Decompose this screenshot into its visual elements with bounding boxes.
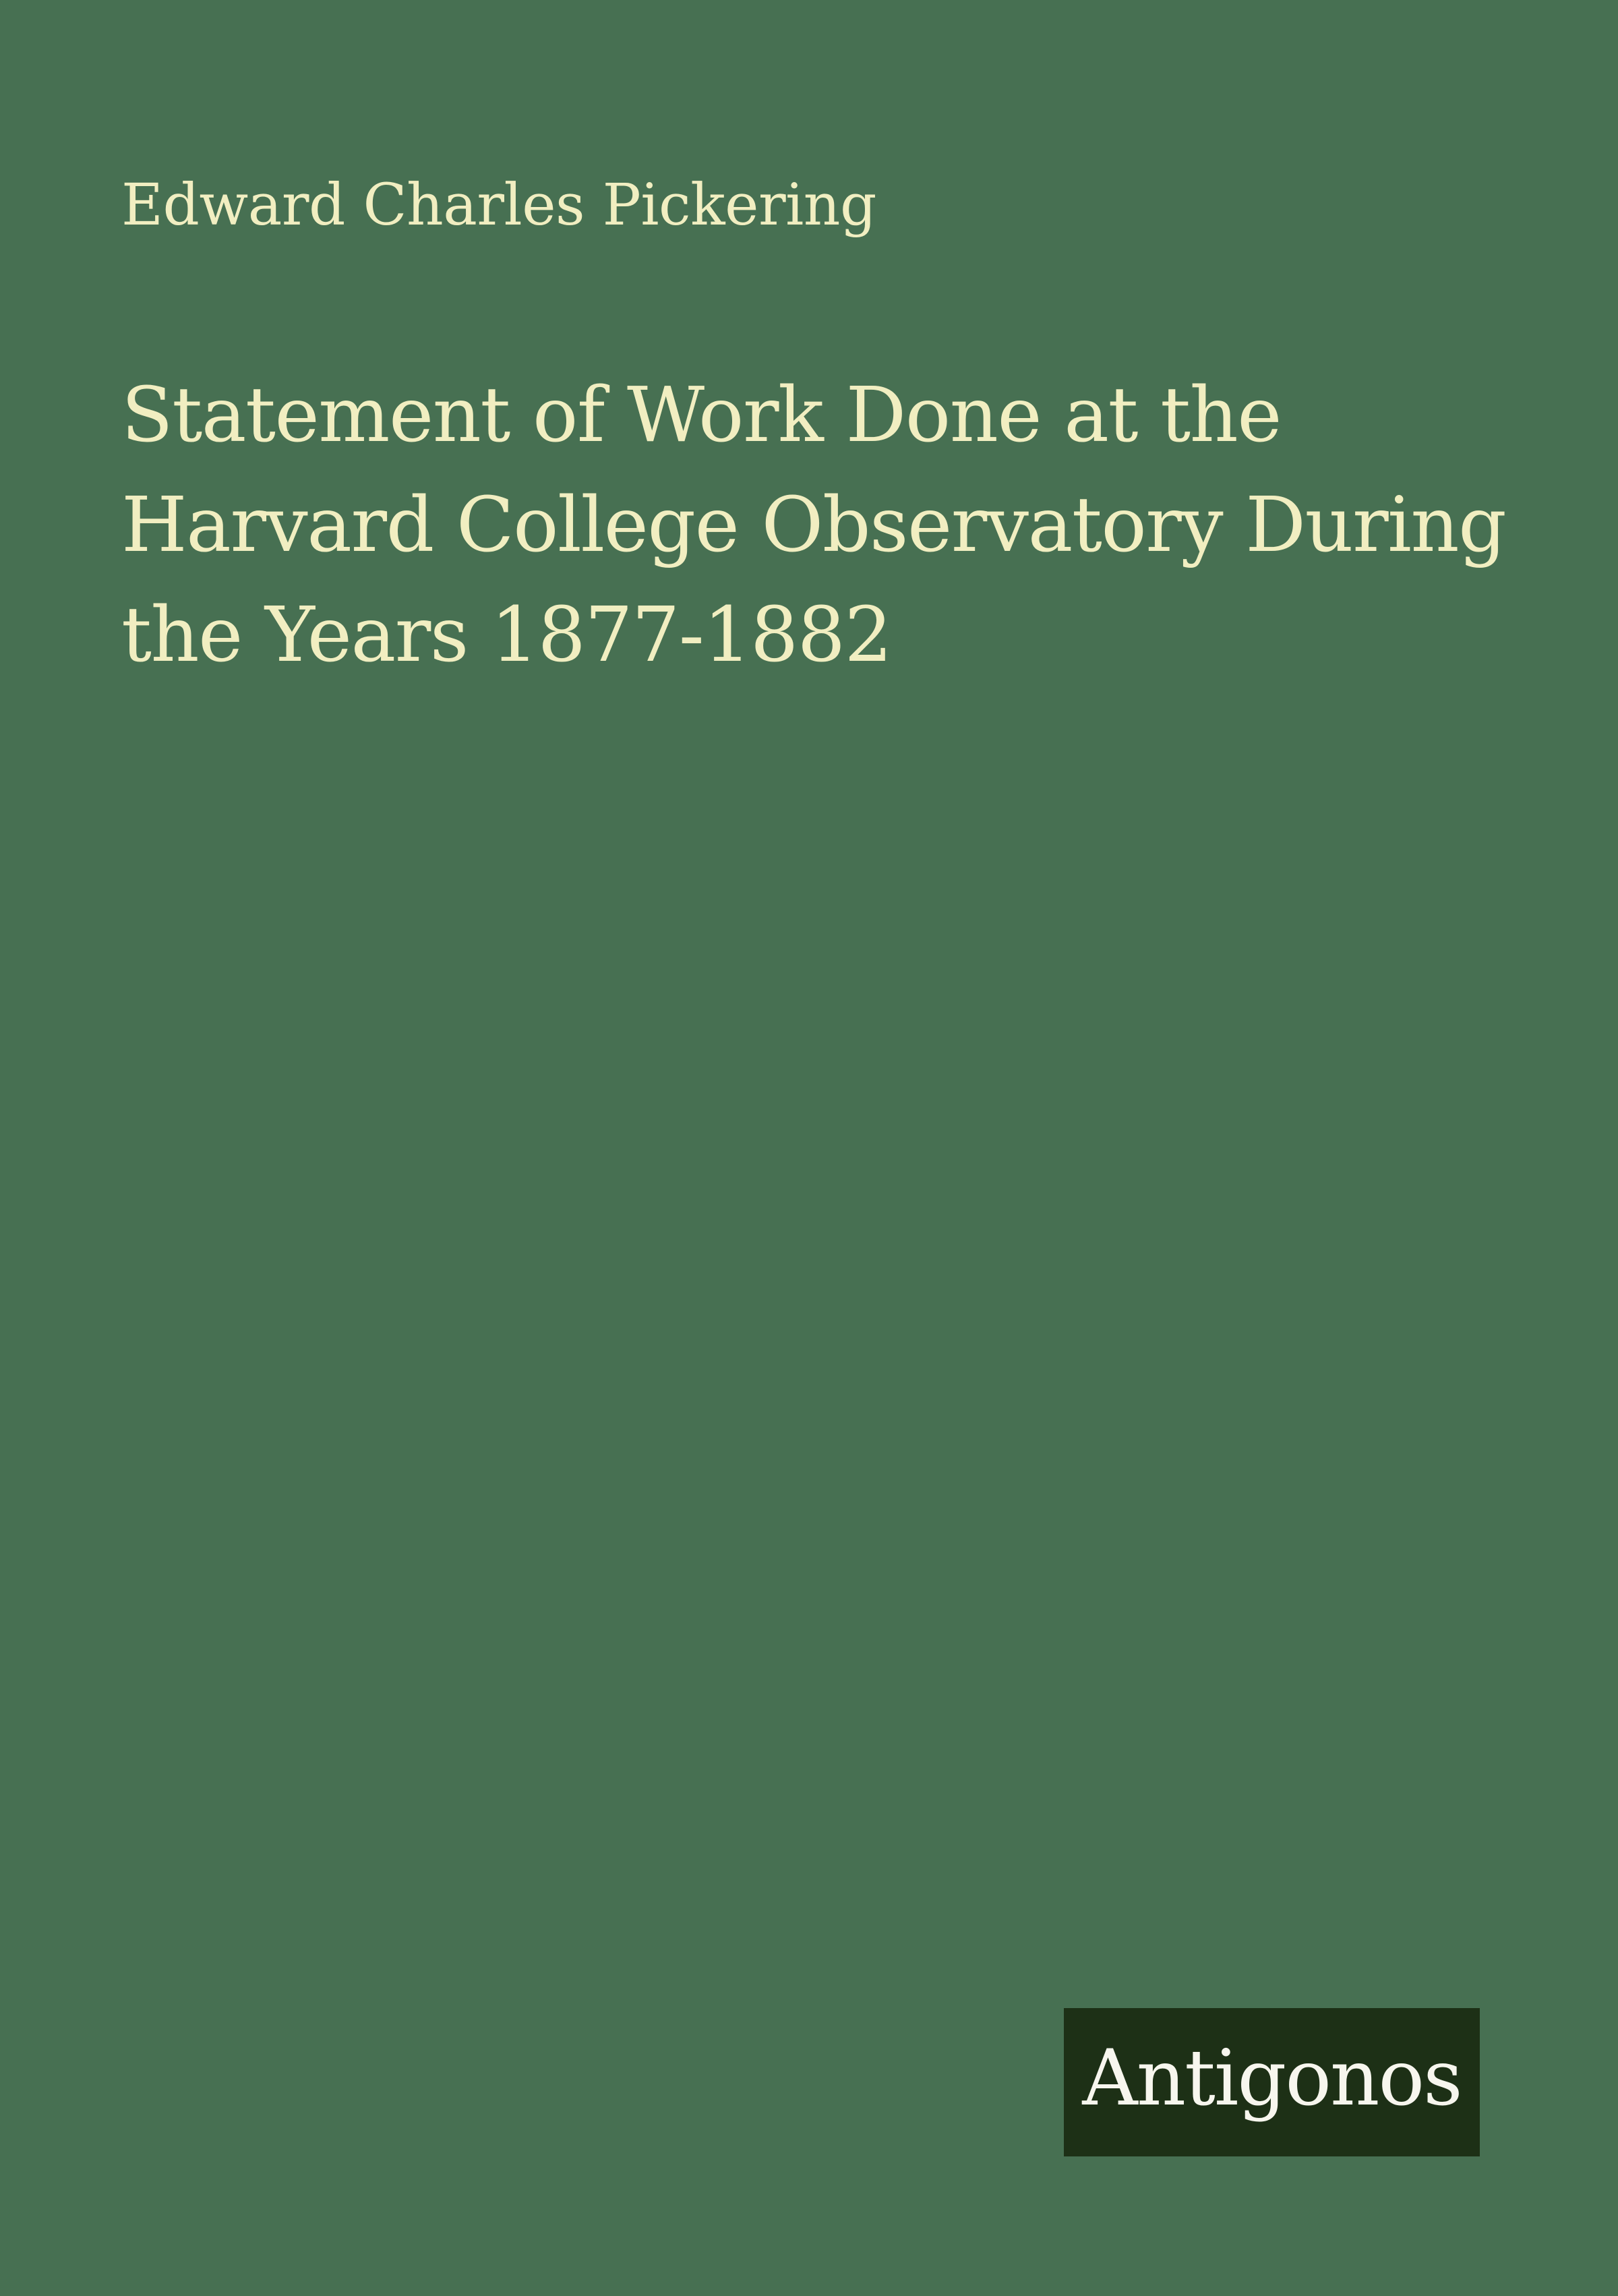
title-line-1: Statement of Work Done at the	[121, 372, 1282, 459]
publisher-name: Antigonos	[1082, 2033, 1462, 2123]
title-line-3: the Years 1877-1882	[121, 591, 892, 679]
title-line-2: Harvard College Observatory During	[121, 481, 1506, 569]
publisher-box	[1064, 2008, 1480, 2156]
author-name: Edward Charles Pickering	[121, 172, 876, 239]
book-title	[121, 361, 1505, 690]
